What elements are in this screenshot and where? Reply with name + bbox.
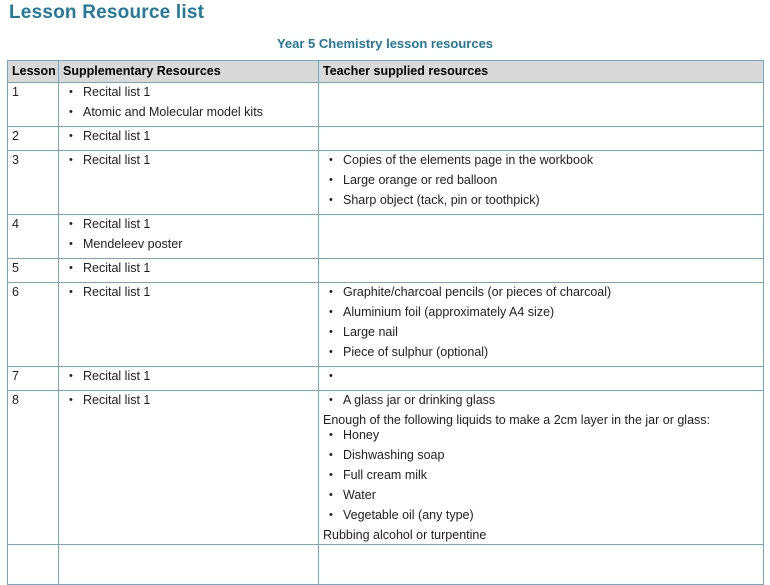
bullet-item-text: Recital list 1 <box>83 153 151 167</box>
bullet-item-text: Recital list 1 <box>83 261 151 275</box>
lesson-number: 8 <box>12 393 19 407</box>
bullet-item <box>63 261 314 276</box>
bullet-item <box>63 217 314 232</box>
bullet-item <box>323 428 759 443</box>
bullet-icon: • <box>69 370 73 382</box>
lesson-number-cell <box>8 391 59 545</box>
bullet-icon: • <box>329 174 333 186</box>
bullet-item-text: Aluminium foil (approximately A4 size) <box>343 305 555 319</box>
bullet-item <box>323 345 759 360</box>
bullet-icon: • <box>69 86 73 98</box>
lesson-number: 3 <box>12 153 19 167</box>
bullet-item <box>323 508 759 523</box>
bullet-item-text: Large nail <box>343 325 398 339</box>
supplementary-resources-cell <box>59 283 319 367</box>
bullet-item <box>63 85 314 100</box>
teacher-resources-cell <box>319 367 764 391</box>
bullet-item <box>323 325 759 340</box>
lesson-number: 2 <box>12 129 19 143</box>
teacher-resources-cell <box>319 259 764 283</box>
bullet-item-text: Recital list 1 <box>83 369 151 383</box>
bullet-item-text: Atomic and Molecular model kits <box>83 105 263 119</box>
bullet-icon: • <box>329 429 333 441</box>
table-row <box>8 391 764 545</box>
bullet-icon: • <box>69 238 73 250</box>
bullet-item <box>323 193 759 208</box>
bullet-item-text: Copies of the elements page in the workbook <box>343 153 594 167</box>
bullet-icon: • <box>329 346 333 358</box>
supplementary-resources-cell <box>59 83 319 127</box>
bullet-icon: • <box>69 286 73 298</box>
column-header-supplementary: Supplementary Resources <box>59 61 319 83</box>
teacher-resources-cell <box>319 151 764 215</box>
bullet-item-text: Dishwashing soap <box>343 448 445 462</box>
bullet-icon: • <box>329 306 333 318</box>
teacher-resources-cell <box>319 391 764 545</box>
table-row <box>8 283 764 367</box>
supplementary-resources-cell <box>59 367 319 391</box>
teacher-resources-cell <box>319 127 764 151</box>
text-line: Rubbing alcohol or turpentine <box>323 528 487 542</box>
bullet-item <box>323 369 759 384</box>
table-row <box>8 367 764 391</box>
table-header-row <box>8 61 764 83</box>
bullet-icon: • <box>69 218 73 230</box>
bullet-item-text: Recital list 1 <box>83 129 151 143</box>
lesson-number-cell <box>8 127 59 151</box>
teacher-resources-cell <box>319 283 764 367</box>
bullet-icon: • <box>69 106 73 118</box>
supplementary-resources-cell <box>59 545 319 585</box>
bullet-item <box>323 285 759 300</box>
bullet-icon: • <box>69 262 73 274</box>
bullet-item <box>323 153 759 168</box>
lesson-number-cell <box>8 215 59 259</box>
bullet-item <box>63 393 314 408</box>
bullet-item-text: Recital list 1 <box>83 393 151 407</box>
lesson-resource-table <box>7 60 764 585</box>
lesson-number: 5 <box>12 261 19 275</box>
lesson-number-cell <box>8 151 59 215</box>
bullet-icon: • <box>329 509 333 521</box>
table-row <box>8 83 764 127</box>
bullet-icon: • <box>329 394 333 406</box>
bullet-icon: • <box>329 194 333 206</box>
bullet-icon: • <box>329 286 333 298</box>
column-header-teacher: Teacher supplied resources <box>319 61 764 83</box>
lesson-number-cell <box>8 367 59 391</box>
table-row <box>8 259 764 283</box>
supplementary-resources-cell <box>59 151 319 215</box>
lesson-number: 6 <box>12 285 19 299</box>
bullet-item-text: Recital list 1 <box>83 217 151 231</box>
teacher-resources-cell <box>319 215 764 259</box>
teacher-resources-cell <box>319 545 764 585</box>
bullet-item-text: Water <box>343 488 376 502</box>
lesson-number: 7 <box>12 369 19 383</box>
bullet-item-text: Full cream milk <box>343 468 428 482</box>
bullet-item-text: Graphite/charcoal pencils (or pieces of charcoal) <box>343 285 612 299</box>
supplementary-resources-cell <box>59 391 319 545</box>
table-row <box>8 215 764 259</box>
table-caption: Year 5 Chemistry lesson resources <box>276 36 494 51</box>
bullet-item <box>63 129 314 144</box>
bullet-item <box>63 105 314 120</box>
bullet-item <box>323 173 759 188</box>
teacher-resources-cell <box>319 83 764 127</box>
bullet-icon: • <box>329 326 333 338</box>
table-row <box>8 545 764 585</box>
bullet-item-text: A glass jar or drinking glass <box>343 393 496 407</box>
lesson-number-cell <box>8 545 59 585</box>
bullet-item-text: Honey <box>343 428 380 442</box>
page-title: Lesson Resource list <box>9 2 205 23</box>
bullet-icon: • <box>329 449 333 461</box>
resource-table-body <box>8 83 764 585</box>
column-header-lesson: Lesson <box>8 61 59 83</box>
bullet-item <box>323 448 759 463</box>
table-row <box>8 127 764 151</box>
bullet-item <box>323 468 759 483</box>
bullet-item <box>323 488 759 503</box>
bullet-item <box>63 237 314 252</box>
bullet-item <box>63 285 314 300</box>
lesson-number-cell <box>8 259 59 283</box>
bullet-item-text: Large orange or red balloon <box>343 173 498 187</box>
bullet-icon: • <box>329 154 333 166</box>
lesson-number: 4 <box>12 217 19 231</box>
bullet-item-text: Recital list 1 <box>83 285 151 299</box>
text-line: Enough of the following liquids to make a 2cm layer in the jar or glass: <box>323 413 711 427</box>
bullet-item-text: Piece of sulphur (optional) <box>343 345 489 359</box>
bullet-item <box>63 153 314 168</box>
supplementary-resources-cell <box>59 215 319 259</box>
bullet-item-text: Vegetable oil (any type) <box>343 508 474 522</box>
lesson-number-cell <box>8 283 59 367</box>
bullet-item <box>323 305 759 320</box>
bullet-item-text: Sharp object (tack, pin or toothpick) <box>343 193 540 207</box>
table-row <box>8 151 764 215</box>
bullet-icon: • <box>69 130 73 142</box>
bullet-item-text: Recital list 1 <box>83 85 151 99</box>
bullet-icon: • <box>329 489 333 501</box>
bullet-icon: • <box>69 154 73 166</box>
bullet-item <box>323 393 759 408</box>
supplementary-resources-cell <box>59 127 319 151</box>
bullet-icon: • <box>69 394 73 406</box>
bullet-item-text: Mendeleev poster <box>83 237 183 251</box>
bullet-icon: • <box>329 469 333 481</box>
lesson-number-cell <box>8 83 59 127</box>
supplementary-resources-cell <box>59 259 319 283</box>
bullet-icon: • <box>329 370 333 382</box>
bullet-item <box>63 369 314 384</box>
lesson-number: 1 <box>12 85 19 99</box>
